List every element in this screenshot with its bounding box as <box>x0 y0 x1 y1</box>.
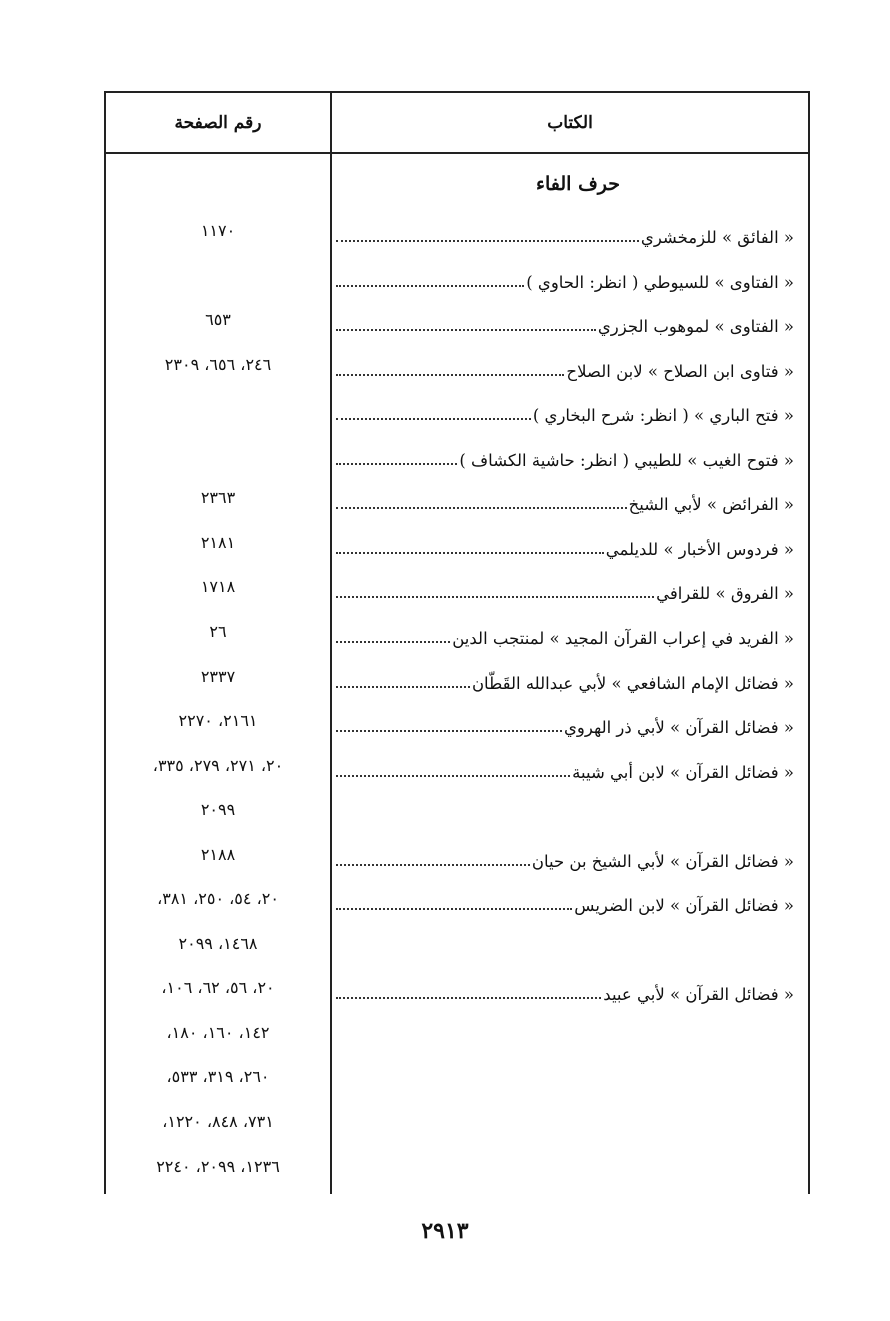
book-title: « فضائل القرآن » لأبي الشيخ بن حيان <box>531 851 794 871</box>
table-row <box>106 389 808 433</box>
book-entry <box>336 310 794 336</box>
page-references: ٢٣٦٣ <box>200 488 236 508</box>
book-entry <box>336 444 794 470</box>
page-references: ٢١٦١، ٢٢٧٠ <box>178 711 258 731</box>
page-references: ١٧١٨ <box>200 577 236 597</box>
book-entry <box>336 221 794 247</box>
page-references: ٦٥٣ <box>205 310 231 330</box>
table-row <box>106 746 808 790</box>
dotted-leader <box>336 730 562 732</box>
page-references: ٢٦ <box>209 621 227 641</box>
book-column-header: الكتاب <box>547 113 593 133</box>
book-title: « الفتاوى » لموهوب الجزري <box>597 317 794 337</box>
table-row <box>106 523 808 567</box>
dotted-leader <box>336 596 654 598</box>
book-entry <box>336 622 794 648</box>
table-row <box>106 345 808 389</box>
table-row <box>106 211 808 255</box>
page-references: ٢٤٦، ٦٥٦، ٢٣٠٩ <box>164 354 272 374</box>
table-row <box>106 1147 808 1191</box>
book-title: « الفتاوى » للسيوطي ( انظر: الحاوي ) <box>526 272 794 292</box>
dotted-leader <box>336 507 627 509</box>
table-row <box>106 924 808 968</box>
page-references: ٢١٨٨ <box>200 844 236 864</box>
dotted-leader <box>336 552 604 554</box>
page-references: ٢٠، ٥٤، ٢٥٠، ٣٨١، <box>157 889 279 909</box>
table-row <box>106 300 808 344</box>
book-title: « فتاوى ابن الصلاح » لابن الصلاح <box>566 361 794 381</box>
table-row <box>106 1013 808 1057</box>
page-number: ٢٩١٣ <box>421 1218 469 1244</box>
book-title: « فضائل القرآن » لأبي عبيد <box>603 985 794 1005</box>
dotted-leader <box>336 285 524 287</box>
book-entry <box>336 266 794 292</box>
dotted-leader <box>336 864 530 866</box>
page-number-column-header: رقم الصفحة <box>174 113 262 133</box>
dotted-leader <box>336 997 601 999</box>
table-row <box>106 478 808 522</box>
book-title: « فتح الباري » ( انظر: شرح البخاري ) <box>532 406 794 426</box>
book-title: « فردوس الأخبار » للديلمي <box>605 539 794 559</box>
book-entry <box>336 488 794 514</box>
book-title: « فضائل الإمام الشافعي » لأبي عبدالله القَطّان <box>471 673 794 693</box>
book-entry <box>336 577 794 603</box>
book-entry <box>336 845 794 871</box>
book-title: « الفروق » للقرافي <box>656 584 794 604</box>
dotted-leader <box>336 329 596 331</box>
dotted-leader <box>336 775 570 777</box>
book-title: « فتوح الغيب » للطيبي ( انظر: حاشية الكشاف ) <box>459 450 794 470</box>
book-entry <box>336 889 794 915</box>
table-row <box>106 657 808 701</box>
table-row <box>106 835 808 879</box>
page-references: ٧٣١، ٨٤٨، ١٢٢٠، <box>162 1112 274 1131</box>
page-references: ٢٠٩٩ <box>200 800 236 820</box>
book-entry <box>336 978 794 1004</box>
table-row <box>106 567 808 611</box>
table-row <box>106 1057 808 1101</box>
dotted-leader <box>336 463 457 465</box>
page-references: ١١٧٠ <box>200 221 236 240</box>
book-entry <box>336 667 794 693</box>
dotted-leader <box>336 908 572 910</box>
table-border-right <box>808 93 810 1194</box>
page-references: ٢١٨١ <box>200 532 236 552</box>
table-row <box>106 256 808 300</box>
page-references: ١٤٦٨، ٢٠٩٩ <box>178 933 258 953</box>
book-entry <box>336 711 794 737</box>
book-title: « فضائل القرآن » لابن أبي شيبة <box>572 762 794 782</box>
book-entry <box>336 399 794 425</box>
page-references: ٢٠، ٥٦، ٦٢، ١٠٦، <box>161 978 275 998</box>
table-row <box>106 790 808 834</box>
book-title: « فضائل القرآن » لابن الضريس <box>574 896 794 916</box>
table-row <box>106 1102 808 1146</box>
table-row <box>106 701 808 745</box>
dotted-leader <box>336 240 639 242</box>
book-entry <box>336 533 794 559</box>
header-divider <box>104 152 810 154</box>
page-references: ٢٣٣٧ <box>200 666 236 686</box>
page-references: ٢٠، ٢٧١، ٢٧٩، ٣٣٥، <box>152 755 284 775</box>
book-title: « الفرائض » لأبي الشيخ <box>628 495 794 515</box>
page-references: ٢٦٠، ٣١٩، ٥٣٣، <box>166 1067 270 1087</box>
dotted-leader <box>336 641 450 643</box>
dotted-leader <box>336 418 531 420</box>
book-title: « الفريد في إعراب القرآن المجيد » لمنتجب الدين <box>452 628 794 648</box>
index-table <box>104 91 810 1194</box>
book-entry <box>336 355 794 381</box>
table-row <box>106 879 808 923</box>
page-references: ١٢٣٦، ٢٠٩٩، ٢٢٤٠ <box>156 1156 280 1176</box>
table-row <box>106 434 808 478</box>
table-row <box>106 968 808 1012</box>
table-row <box>106 612 808 656</box>
book-entry <box>336 756 794 782</box>
dotted-leader <box>336 686 470 688</box>
dotted-leader <box>336 374 564 376</box>
section-title: حرف الفاء <box>536 173 620 195</box>
book-title: « الفائق » للزمخشري <box>640 228 794 247</box>
book-title: « فضائل القرآن » لأبي ذر الهروي <box>563 718 794 738</box>
page-references: ١٤٢، ١٦٠، ١٨٠، <box>166 1022 270 1042</box>
